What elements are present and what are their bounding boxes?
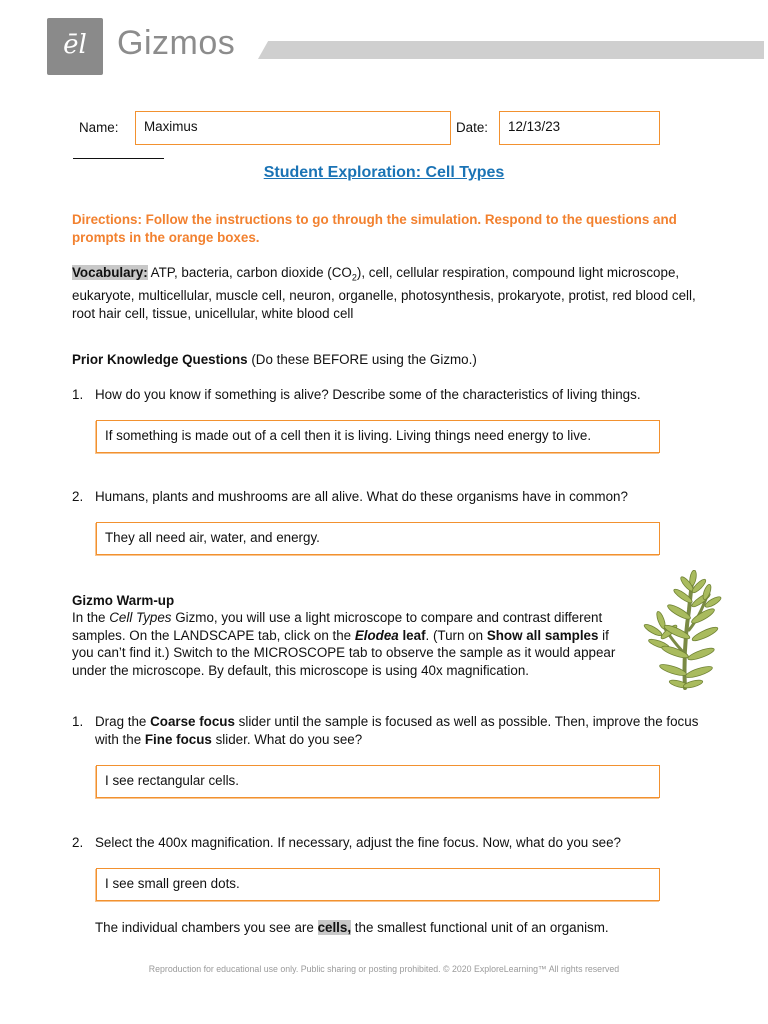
q-text-mid: slider until the sample is focused as well as possible. Then, improve the focus with the [95, 714, 699, 747]
answer-box-3[interactable] [96, 765, 660, 798]
divider-line [73, 158, 164, 159]
date-value: 12/13/23 [508, 119, 561, 134]
directions: Directions: Follow the instructions to go through the simulation. Respond to the questions and prompts in the orange boxes. [72, 212, 677, 245]
vocabulary-paragraph [72, 264, 722, 322]
q-text-post: slider. What do you see? [211, 732, 363, 747]
vocabulary-text-b: ), cell, cellular respiration, compound light microscope, eukaryote, multicellular, muscle cell, neuron, organelle, photosynthesis, prokaryote, protist, red blood cell, root hair cell, tissue, unicellular, white blood cell [72, 265, 696, 321]
closing-text-post: the smallest functional unit of an organism. [351, 920, 609, 935]
q-text-pre: Drag the [95, 714, 151, 729]
question-1 [72, 386, 722, 404]
closing-text-pre: The individual chambers you see are [95, 920, 318, 935]
vocabulary-text-a: ATP, bacteria, carbon dioxide (CO [147, 265, 352, 280]
question-text [95, 713, 720, 749]
question-text: How do you know if something is alive? Describe some of the characteristics of living things. [95, 387, 641, 402]
closing-statement [95, 919, 715, 937]
page-title-wrap [0, 164, 768, 182]
closing-term: cells, [317, 920, 352, 935]
warmup-text-3: . (Turn on [425, 627, 487, 643]
answer-text: I see small green dots. [105, 876, 240, 891]
question-text: Humans, plants and mushrooms are all alive. What do these organisms have in common? [95, 489, 628, 504]
question-number: 2. [72, 489, 84, 504]
answer-text: If something is made out of a cell then it is living. Living things need energy to live. [105, 428, 592, 443]
page-title: Student Exploration: Cell Types [263, 164, 505, 181]
question-number: 1. [72, 387, 84, 402]
warmup-italic: Cell Types [109, 610, 172, 625]
warmup-paragraph [72, 609, 622, 679]
name-field[interactable] [135, 111, 451, 145]
date-field[interactable] [499, 111, 660, 145]
footer-copyright: Reproduction for educational use only. Public sharing or posting prohibited. © 2020 ExploreLearning™ All rights reserved [148, 964, 620, 974]
warmup-text-4: if you can’t find it.) Switch to the MICROSCOPE tab to observe the sample as it would appear under the microscope. By default, this microscope is using 40x magnification. [72, 627, 616, 678]
question-text: Select the 400x magnification. If necessary, adjust the fine focus. Now, what do you see? [95, 835, 622, 850]
header-bar [258, 41, 764, 59]
warmup-question-1 [72, 713, 722, 749]
warmup-question-2 [72, 834, 722, 852]
answer-box-4[interactable] [96, 868, 660, 901]
answer-box-2[interactable] [96, 522, 660, 555]
warmup-heading: Gizmo Warm-up [72, 593, 175, 608]
vocabulary-subscript: 2 [351, 272, 357, 283]
question-number: 2. [72, 835, 84, 850]
logo-glyph: ēl [63, 30, 87, 60]
warmup-show-all: Show all samples [486, 627, 599, 643]
answer-text: They all need air, water, and energy. [105, 530, 320, 545]
name-value: Maximus [144, 119, 198, 134]
question-number: 1. [72, 714, 84, 729]
elodea-plant-image [635, 570, 731, 690]
warmup-text-1: In the [72, 610, 110, 625]
prior-knowledge-heading: Prior Knowledge Questions [72, 352, 248, 367]
date-label: Date: [456, 120, 489, 135]
answer-box-1[interactable] [96, 420, 660, 453]
warmup-elodea: Elodea [354, 627, 399, 643]
answer-text: I see rectangular cells. [105, 773, 239, 788]
brand-name: Gizmos [117, 24, 236, 62]
prior-knowledge-note: (Do these BEFORE using the Gizmo.) [247, 352, 477, 367]
warmup-leaf: leaf [398, 627, 426, 643]
gizmos-logo [47, 18, 103, 75]
question-2 [72, 488, 722, 506]
warmup-text-2: Gizmo, you will use a light microscope to compare and contrast different samples. On the LANDSCAPE tab, click on the [72, 610, 603, 643]
q-fine-focus: Fine focus [144, 732, 212, 747]
prior-knowledge-heading-line [72, 351, 722, 369]
vocabulary-term: Vocabulary: [72, 265, 148, 280]
name-label: Name: [79, 120, 119, 135]
q-coarse-focus: Coarse focus [150, 714, 235, 729]
